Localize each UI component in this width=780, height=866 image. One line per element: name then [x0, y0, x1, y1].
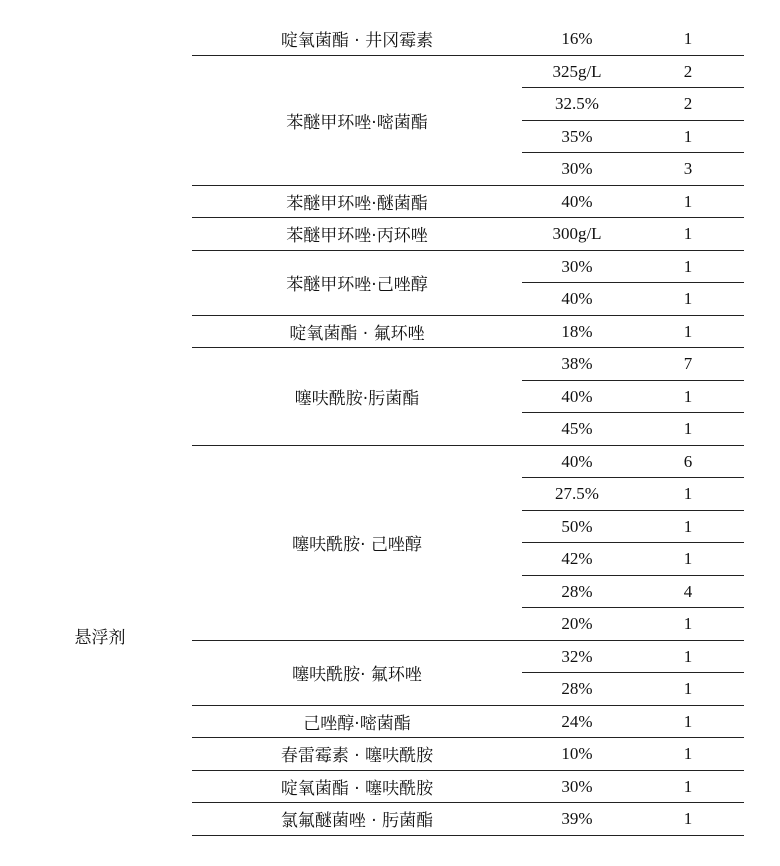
content-cell: 30%	[561, 256, 593, 276]
content-cell: 32%	[561, 646, 593, 666]
count-cell: 1	[683, 418, 693, 438]
count-cell: 1	[683, 646, 693, 666]
content-cell: 45%	[561, 418, 593, 438]
compound-name: 苯醚甲环唑·醚菌酯	[286, 194, 428, 214]
count-cell: 4	[683, 581, 693, 601]
count-cell: 1	[683, 613, 693, 633]
content-cell: 40%	[561, 191, 593, 211]
count-cell: 1	[683, 808, 693, 828]
formulation-label: 悬浮剂	[74, 627, 126, 648]
content-cell: 27.5%	[555, 483, 599, 503]
count-cell: 7	[683, 353, 693, 373]
compound-name: 噻呋酰胺·肟菌酯	[294, 388, 420, 409]
count-cell: 1	[683, 548, 693, 568]
compound-name: 氯氟醚菌唑 · 肟菌酯	[280, 811, 434, 831]
count-cell: 1	[683, 483, 693, 503]
compound-name: 噻呋酰胺· 己唑醇	[292, 535, 422, 555]
content-cell: 20%	[561, 613, 593, 633]
content-cell: 39%	[561, 808, 593, 828]
count-cell: 1	[683, 711, 693, 731]
compound-name: 苯醚甲环唑·嘧菌酯	[286, 112, 428, 133]
count-cell: 1	[683, 743, 693, 763]
content-cell: 38%	[561, 353, 593, 373]
content-cell: 35%	[561, 126, 593, 146]
content-cell: 28%	[561, 581, 593, 601]
count-cell: 2	[683, 61, 693, 81]
count-cell: 1	[683, 386, 693, 406]
count-cell: 1	[683, 256, 693, 276]
count-cell: 2	[683, 93, 693, 113]
content-cell: 40%	[561, 386, 593, 406]
count-cell: 6	[683, 451, 693, 471]
content-cell: 30%	[561, 158, 593, 178]
count-cell: 1	[683, 126, 693, 146]
content-cell: 50%	[561, 516, 593, 536]
content-cell: 325g/L	[552, 61, 602, 81]
content-cell: 28%	[561, 678, 593, 698]
content-cell: 300g/L	[552, 223, 602, 243]
compound-name: 噻呋酰胺· 氟环唑	[292, 665, 422, 685]
table-rule	[192, 835, 744, 836]
count-cell: 1	[683, 288, 693, 308]
count-cell: 3	[683, 158, 693, 178]
content-cell: 30%	[561, 776, 593, 796]
count-cell: 1	[683, 516, 693, 536]
count-cell: 1	[683, 321, 693, 341]
compound-name: 己唑醇·嘧菌酯	[303, 714, 411, 734]
count-cell: 1	[683, 28, 693, 48]
compound-name: 啶氧菌酯 · 噻呋酰胺	[280, 779, 434, 799]
compound-name: 苯醚甲环唑·己唑醇	[286, 275, 428, 295]
count-cell: 1	[683, 776, 693, 796]
count-cell: 1	[683, 191, 693, 211]
compound-name: 春雷霉素 · 噻呋酰胺	[280, 746, 434, 766]
content-cell: 10%	[561, 743, 593, 763]
compound-name: 苯醚甲环唑·丙环唑	[286, 226, 428, 246]
content-cell: 40%	[561, 451, 593, 471]
content-cell: 16%	[561, 28, 593, 48]
content-cell: 32.5%	[555, 93, 599, 113]
content-cell: 42%	[561, 548, 593, 568]
count-cell: 1	[683, 223, 693, 243]
content-cell: 40%	[561, 288, 593, 308]
content-cell: 18%	[561, 321, 593, 341]
compound-name: 啶氧菌酯 · 氟环唑	[289, 324, 425, 344]
content-cell: 24%	[561, 711, 593, 731]
count-cell: 1	[683, 678, 693, 698]
compound-name: 啶氧菌酯 · 井冈霉素	[280, 31, 434, 51]
